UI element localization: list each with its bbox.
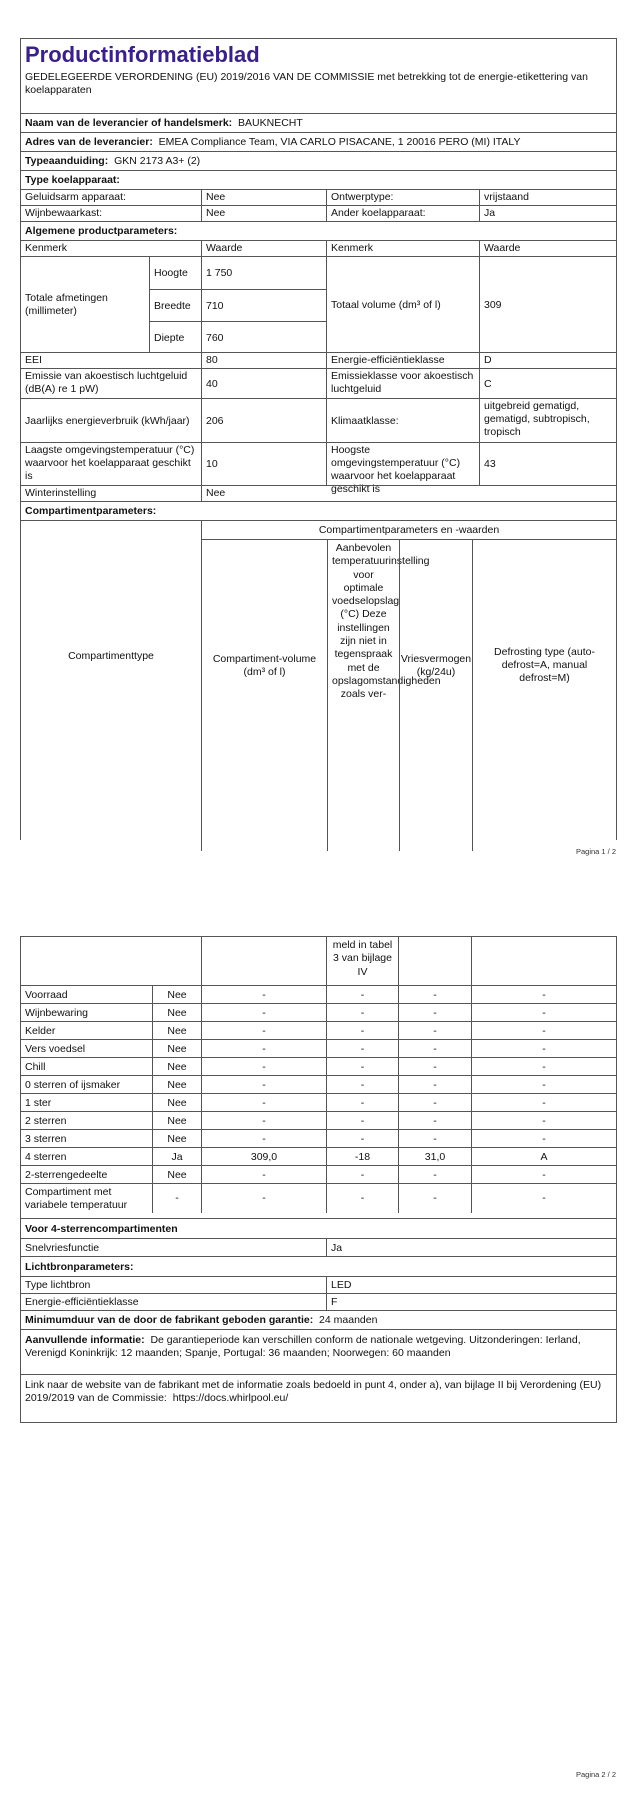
general-row: Jaarlijks energieverbruik (kWh/jaar) 206 Klimaatklasse: uitgebreid gematigd, gematigd, subtropisch, tropisch xyxy=(21,398,616,443)
compartment-freeze-capacity: - xyxy=(398,1022,471,1040)
compartment-row xyxy=(21,1003,616,1022)
compartment-row xyxy=(21,1021,616,1040)
compartment-name: Compartiment met variabele temperatuur xyxy=(25,1185,128,1211)
info-sheet-frame xyxy=(20,38,617,840)
compartment-freeze-capacity: 31,0 xyxy=(398,1148,471,1166)
general-row: EEI 80 Energie-efficiëntieklasse D xyxy=(21,352,616,369)
quick-freeze-row: Snelvriesfunctie Ja xyxy=(21,1238,616,1257)
general-table-header: Kenmerk Waarde Kenmerk Waarde xyxy=(21,240,616,257)
general-row: Emissie van akoestisch luchtgeluid (dB(A) re 1 pW) 40 Emissieklasse voor akoestisch luchtgeluid C xyxy=(21,368,616,399)
compartment-present: Nee xyxy=(152,1058,201,1076)
compartment-row xyxy=(21,1075,616,1094)
temperature-header: Aanbevolen temperatuurinstelling voor optimale voedselopslag (°C) Deze instellingen zijn niet in tegenspraak met de opslagomstandigheden zoals ver- xyxy=(327,540,399,851)
additional-info-label: Aanvullende informatie: xyxy=(25,1334,145,1346)
compartment-name: Kelder xyxy=(25,1024,56,1037)
compartment-name: 2 sterren xyxy=(25,1114,67,1127)
compartment-temperature: - xyxy=(326,1184,398,1213)
compartment-row xyxy=(21,1129,616,1148)
model-row xyxy=(21,151,616,171)
compartment-temperature: -18 xyxy=(326,1148,398,1166)
warranty-row xyxy=(21,1310,616,1330)
compartment-freeze-capacity: - xyxy=(398,1166,471,1184)
compartment-row xyxy=(21,1165,616,1184)
compartment-freeze-capacity: - xyxy=(398,1112,471,1130)
compartment-defrost-type: - xyxy=(471,1058,616,1076)
dimensions-row xyxy=(21,256,616,353)
compartment-present: - xyxy=(152,1184,201,1213)
compartment-defrost-type: A xyxy=(471,1148,616,1166)
general-row: Laagste omgevingstemperatuur (°C) waarvoor het koelapparaat geschikt is 10 Hoogste omgevingstemperatuur (°C) waarvoor het koelapparaat geschikt is 43 xyxy=(21,442,616,486)
compartment-name: Voorraad xyxy=(25,988,68,1001)
address-value: EMEA Compliance Team, VIA CARLO PISACANE, 1 20016 PERO (MI) ITALY xyxy=(158,136,521,148)
compartment-name: 2-sterrengedeelte xyxy=(25,1168,108,1181)
compartment-temperature: - xyxy=(326,1058,398,1076)
compartment-present: Nee xyxy=(152,986,201,1004)
compartment-type-header: Compartimenttype xyxy=(68,650,154,662)
model-value: GKN 2173 A3+ (2) xyxy=(114,155,201,167)
compartment-volume: - xyxy=(201,1004,326,1022)
compartment-defrost-type: - xyxy=(471,1112,616,1130)
compartment-volume: - xyxy=(201,1022,326,1040)
compartment-name: Vers voedsel xyxy=(25,1042,86,1055)
dimensions-sub-labels: Hoogte Breedte Diepte xyxy=(149,257,201,353)
additional-info-text: De garantieperiode kan verschillen conform de nationale wetgeving. Uitzonderingen: Ierland, Verenigd Koninkrijk: 12 maanden; Spanje, Portugal: 36 maanden; Noorwegen: 60 maanden xyxy=(25,1334,581,1359)
dimensions-values: 1 750 710 760 xyxy=(201,257,326,353)
compartment-defrost-type: - xyxy=(471,1022,616,1040)
model-label: Typeaanduiding: xyxy=(25,155,109,167)
volume-header: Compartiment-volume (dm³ of l) xyxy=(212,652,317,678)
compartment-present: Nee xyxy=(152,1130,201,1148)
compartment-volume: 309,0 xyxy=(201,1148,326,1166)
link-row xyxy=(21,1374,616,1425)
compartment-volume: - xyxy=(201,986,326,1004)
general-section-heading: Algemene productparameters: xyxy=(21,221,616,241)
compartment-defrost-type: - xyxy=(471,1076,616,1094)
compartment-row xyxy=(21,1093,616,1112)
compartment-present: Nee xyxy=(152,1094,201,1112)
compartment-volume: - xyxy=(201,1040,326,1058)
page-2 xyxy=(0,880,636,1800)
compartment-row xyxy=(21,1039,616,1058)
compartment-row xyxy=(21,1147,616,1166)
supplier-label: Naam van de leverancier of handelsmerk: xyxy=(25,117,233,129)
compartment-present: Nee xyxy=(152,1076,201,1094)
page-number: Pagina 2 / 2 xyxy=(575,1770,616,1779)
compartment-group-header: Compartimentparameters en -waarden xyxy=(318,523,500,536)
light-row: Type lichtbron LED xyxy=(21,1276,616,1294)
freeze-capacity-header: Vriesvermogen (kg/24u) xyxy=(399,540,472,851)
compartment-freeze-capacity: - xyxy=(398,1058,471,1076)
compartment-temperature: - xyxy=(326,986,398,1004)
compartment-name: Wijnbewaring xyxy=(25,1006,89,1019)
compartment-defrost-type: - xyxy=(471,1040,616,1058)
supplier-row xyxy=(21,113,616,133)
compartment-defrost-type: - xyxy=(471,1166,616,1184)
compartment-present: Nee xyxy=(152,1112,201,1130)
compartment-row xyxy=(21,1111,616,1130)
compartment-defrost-type: - xyxy=(471,1004,616,1022)
compartment-temperature: - xyxy=(326,1076,398,1094)
type-section-heading: Type koelapparaat: xyxy=(21,170,616,190)
compartment-header xyxy=(21,520,616,851)
four-star-section-heading: Voor 4-sterrencompartimenten xyxy=(21,1218,616,1239)
defrost-type-header: Defrosting type (auto-defrost=A, manual defrost=M) xyxy=(472,540,616,851)
compartment-row xyxy=(21,1057,616,1076)
light-section-heading: Lichtbronparameters: xyxy=(21,1256,616,1277)
compartment-section-heading: Compartimentparameters: xyxy=(21,501,616,521)
light-row: Energie-efficiëntieklasse F xyxy=(21,1293,616,1311)
regulation-text: GEDELEGEERDE VERORDENING (EU) 2019/2016 VAN DE COMMISSIE met betrekking tot de energie-etikettering van koelapparaten xyxy=(25,71,588,96)
compartment-name: 3 sterren xyxy=(25,1132,67,1145)
compartment-freeze-capacity: - xyxy=(398,1040,471,1058)
compartment-present: Nee xyxy=(152,1040,201,1058)
compartment-temperature: - xyxy=(326,1166,398,1184)
compartment-temperature: - xyxy=(326,1004,398,1022)
compartment-defrost-type: - xyxy=(471,1094,616,1112)
info-sheet-frame-continued xyxy=(20,936,617,1423)
compartment-row xyxy=(21,1183,616,1213)
compartment-present: Nee xyxy=(152,1166,201,1184)
compartment-volume: - xyxy=(201,1184,326,1213)
supplier-value: BAUKNECHT xyxy=(238,117,303,129)
compartment-present: Ja xyxy=(152,1148,201,1166)
compartment-name: 4 sterren xyxy=(25,1150,67,1163)
compartment-volume: - xyxy=(201,1130,326,1148)
page-number: Pagina 1 / 2 xyxy=(575,847,616,856)
compartment-freeze-capacity: - xyxy=(398,1094,471,1112)
compartment-volume: - xyxy=(201,1112,326,1130)
compartment-temperature: - xyxy=(326,1130,398,1148)
compartment-header-continued xyxy=(21,937,616,985)
compartment-present: Nee xyxy=(152,1022,201,1040)
total-volume-label: Totaal volume (dm³ of l) xyxy=(326,257,479,353)
compartment-volume: - xyxy=(201,1166,326,1184)
compartment-freeze-capacity: - xyxy=(398,1130,471,1148)
type-row: Wijnbewaarkast: Nee Ander koelapparaat: Ja xyxy=(21,205,616,222)
compartment-volume: - xyxy=(201,1094,326,1112)
address-label: Adres van de leverancier: xyxy=(25,136,153,148)
compartment-temperature: - xyxy=(326,1022,398,1040)
compartment-freeze-capacity: - xyxy=(398,1004,471,1022)
manufacturer-link[interactable]: https://docs.whirlpool.eu/ xyxy=(172,1392,289,1404)
winter-row: Winterinstelling Nee xyxy=(21,485,616,502)
warranty-value: 24 maanden xyxy=(319,1314,378,1326)
page-1 xyxy=(0,0,636,880)
compartment-defrost-type: - xyxy=(471,1130,616,1148)
total-volume-value: 309 xyxy=(479,257,616,353)
compartment-present: Nee xyxy=(152,1004,201,1022)
warranty-label: Minimumduur van de door de fabrikant geboden garantie: xyxy=(25,1314,314,1326)
compartment-volume: - xyxy=(201,1058,326,1076)
compartment-volume: - xyxy=(201,1076,326,1094)
compartment-name: 0 sterren of ijsmaker xyxy=(25,1078,121,1091)
address-row xyxy=(21,132,616,152)
compartment-freeze-capacity: - xyxy=(398,1076,471,1094)
compartment-defrost-type: - xyxy=(471,986,616,1004)
compartment-name: 1 ster xyxy=(25,1096,52,1109)
compartment-temperature: - xyxy=(326,1094,398,1112)
page-title: Productinformatieblad xyxy=(25,42,260,67)
compartment-defrost-type: - xyxy=(471,1184,616,1213)
link-description: Link naar de website van de fabrikant met de informatie zoals bedoeld in punt 4, onder a), van bijlage II bij Verordening (EU) 2019/2019 van de Commissie: xyxy=(25,1379,602,1404)
compartment-temperature: - xyxy=(326,1112,398,1130)
dimensions-label: Totale afmetingen (millimeter) xyxy=(25,292,108,317)
compartment-freeze-capacity: - xyxy=(398,986,471,1004)
compartment-temperature: - xyxy=(326,1040,398,1058)
temperature-header-continued: meld in tabel 3 van bijlage IV xyxy=(326,937,398,985)
additional-info-row xyxy=(21,1329,616,1375)
compartment-name: Chill xyxy=(25,1060,46,1073)
compartment-row xyxy=(21,985,616,1004)
compartment-freeze-capacity: - xyxy=(398,1184,471,1213)
type-row: Geluidsarm apparaat: Nee Ontwerptype: vrijstaand xyxy=(21,189,616,206)
